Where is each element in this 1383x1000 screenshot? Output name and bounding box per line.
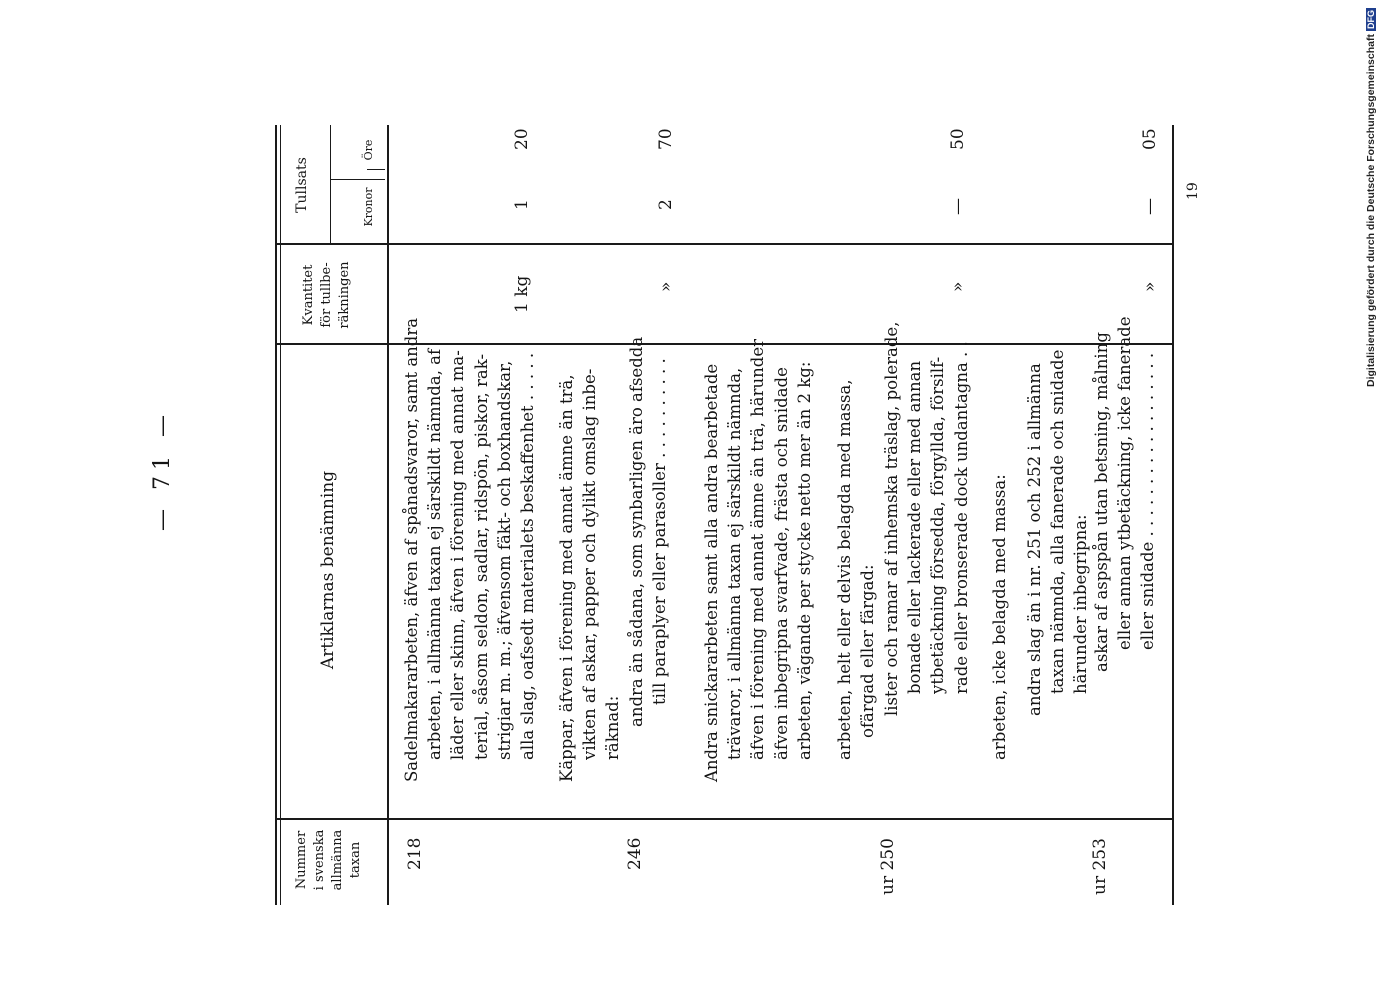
dfg-credit	[1365, 8, 1383, 398]
row-250-subitems: lister och ramar af inhemska träslag, polerade, bonade eller lackerade eller med annan ytbetäckning försedda, förgyllda, försilf- rade eller bronserade dock undantagna . .	[882, 321, 971, 716]
row-218-ore: 20	[512, 128, 532, 150]
header-bottom-rule	[387, 125, 389, 905]
row-250-ore: 50	[948, 128, 968, 150]
row-218-description: Sadelmakararbeten, äfven af spånadsvaror, samt andra arbeten, i allmänna taxan ej särskildt nämnda, af läder eller skinn, äfven i förening med annat ma- terial, såsom seldon, sadlar, ridspön, piskor, rak- strigiar m. m.; äfvensom fäkt- och boxhandskar, alla slag, oafsedt materialets beskaffenhet . . . . .	[402, 317, 538, 782]
row-246-ore: 70	[656, 128, 676, 150]
row-250-group: arbeten, helt eller delvis belagda med massa, ofärgad eller färgad:	[835, 379, 878, 760]
header-number: Nummer i svenska allmänna taxan	[294, 829, 363, 891]
row-246-number: 246	[625, 837, 645, 870]
header-rate: Tullsats	[294, 157, 310, 213]
row-218-quantity: 1 kg	[512, 275, 532, 313]
row-253-subitems: askar af aspspån utan betsning, målning eller annan ytbetäckning, icke fanerade eller snidade . . . . . . . . . . . . . . . . . .	[1092, 316, 1158, 672]
col-sep-rate	[330, 179, 385, 180]
row-246-quantity: »	[656, 281, 676, 292]
row-253-kronor: —	[1140, 198, 1160, 215]
header-article-name: Artiklarnas benämning	[318, 470, 338, 670]
table-top-rule-2	[280, 125, 281, 905]
credit-text: Digitalisierung gefördert durch die Deutsche Forschungsgemeinschaft	[1365, 33, 1377, 387]
row-218-kronor: 1	[512, 199, 532, 210]
dfg-logo: DFG	[1366, 10, 1376, 29]
table-top-rule	[275, 125, 277, 905]
page-number: — 71 —	[150, 409, 175, 531]
row-250-quantity: »	[948, 281, 968, 292]
row-250-description: Andra snickararbeten samt alla andra bearbetade trävaror, i allmänna taxan ej särskildt nämnda, äfven i förening med annat ämne än trä, härunder äfven inbegripna svarfvade, frästa och snidade arbeten, vägande per stycke netto mer än 2 kg:	[702, 339, 814, 782]
table-bottom-rule	[1172, 125, 1174, 905]
row-253-quantity: »	[1140, 281, 1160, 292]
row-246-kronor: 2	[656, 199, 676, 210]
row-253-number: ur 253	[1090, 838, 1110, 895]
header-kronor: Kronor	[362, 187, 375, 227]
header-quantity: Kvantitet för tullbe- räkningen	[301, 261, 352, 329]
sheet-mark: 19	[1185, 182, 1201, 200]
row-250-number: ur 250	[878, 838, 898, 895]
row-246-description: Käppar, äfven i förening med annat ämne än trä, vikten af askar, papper och dylikt omslag inbe- räknad: andra än sådana, som synbarligen äro afsedda till paraplyer eller parasoller . . . . . . . . . .	[557, 336, 669, 782]
row-250-kronor: —	[948, 198, 968, 215]
col-sep-quantity	[275, 244, 1173, 246]
rate-subhead-rule	[330, 125, 331, 243]
row-253-ore: 05	[1140, 128, 1160, 150]
row-253-mid: andra slag än i nr. 251 och 252 i allmänna taxan nämnda, alla fanerade och snidade härunder inbegripna:	[1025, 349, 1091, 716]
col-sep-number	[275, 819, 1173, 821]
row-218-number: 218	[405, 837, 425, 870]
row-253-group: arbeten, icke belagda med massa:	[990, 474, 1009, 760]
header-ore: Öre	[362, 139, 375, 161]
